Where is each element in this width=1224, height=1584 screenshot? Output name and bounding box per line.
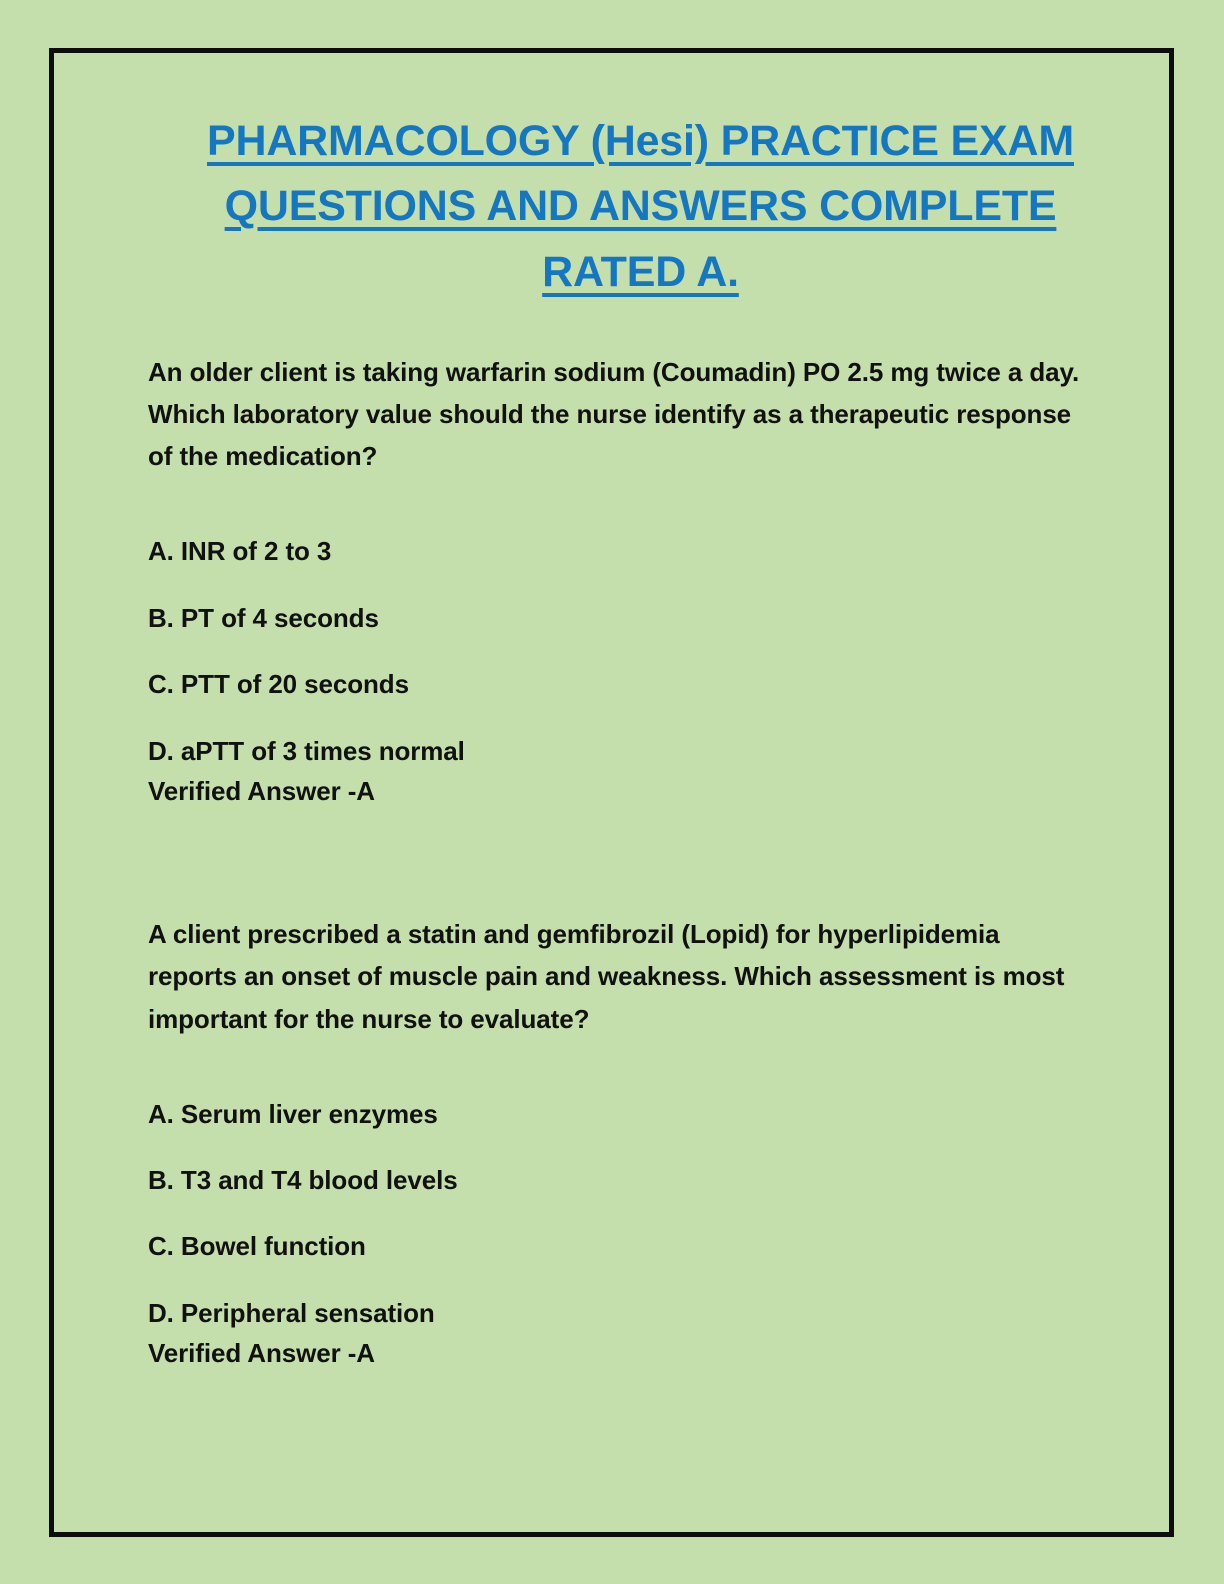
question-block-1 (148, 351, 1133, 809)
answer-option-list (148, 533, 1133, 769)
page-title-line-3: RATED A. (542, 247, 739, 296)
page-title (148, 109, 1133, 305)
page-title-line-1: PHARMACOLOGY (Hesi) PRACTICE EXAM (206, 117, 1074, 165)
verified-answer: Verified Answer -A (148, 1338, 375, 1369)
answer-option-list (148, 1096, 1133, 1332)
answer-option-d[interactable]: D. Peripheral sensation (148, 1297, 435, 1328)
page-title-line-2: QUESTIONS AND ANSWERS COMPLETE (224, 182, 1057, 231)
question-stem: An older client is taking warfarin sodium (Coumadin) PO 2.5 mg twice a day. Which laboratory value should the nurse identify as a therapeutic response of the medication? (148, 357, 1080, 472)
document-content (148, 109, 1133, 1372)
page-border-frame (49, 48, 1174, 1537)
answer-option-a[interactable]: A. Serum liver enzymes (148, 1098, 438, 1129)
answer-option-d[interactable]: D. aPTT of 3 times normal (148, 735, 465, 766)
answer-option-b[interactable]: B. PT of 4 seconds (148, 602, 379, 633)
answer-option-c[interactable]: C. PTT of 20 seconds (148, 669, 409, 700)
answer-option-c[interactable]: C. Bowel function (148, 1231, 366, 1262)
answer-option-b[interactable]: B. T3 and T4 blood levels (148, 1165, 458, 1196)
answer-option-a[interactable]: A. INR of 2 to 3 (148, 536, 332, 567)
question-block-2 (148, 913, 1133, 1371)
verified-answer: Verified Answer -A (148, 775, 375, 806)
question-stem: A client prescribed a statin and gemfibrozil (Lopid) for hyperlipidemia reports an onset of muscle pain and weakness. Which assessment is most important for the nurse to evaluate? (148, 919, 1065, 1034)
